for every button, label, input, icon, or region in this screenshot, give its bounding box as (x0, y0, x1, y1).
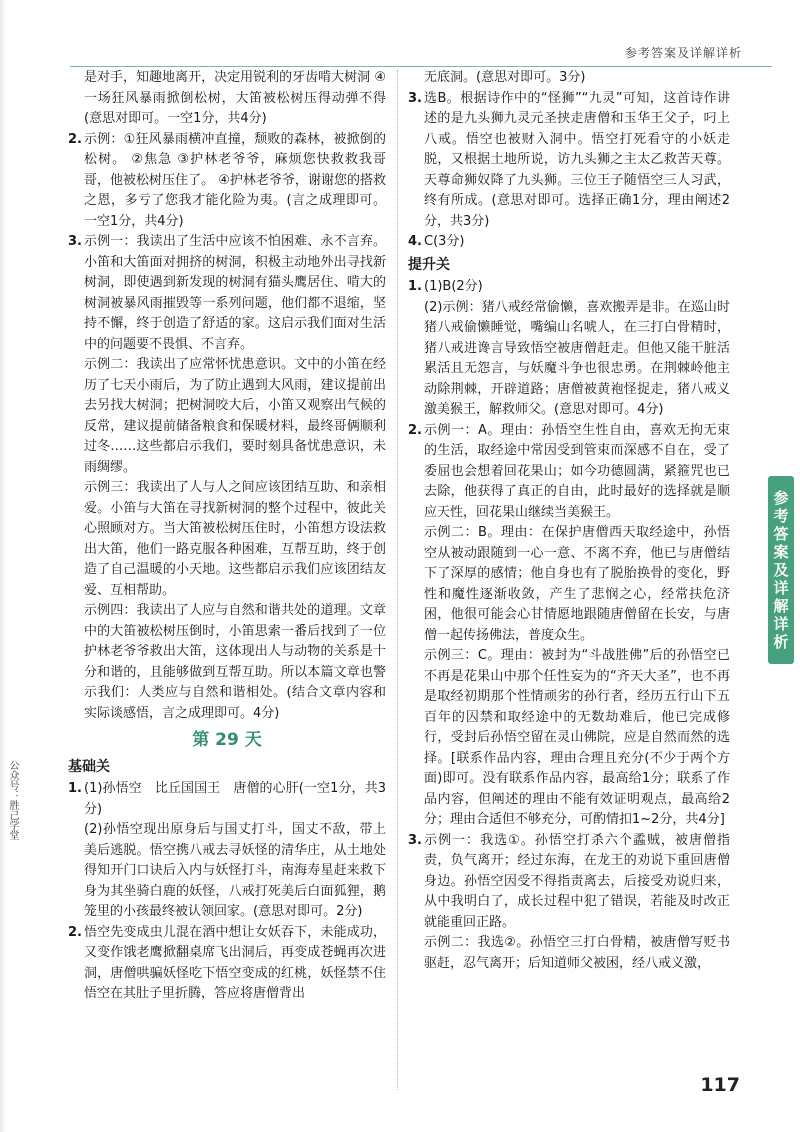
item-number: 4. (408, 234, 422, 249)
side-tab-char: 及 (773, 561, 789, 579)
right-column (408, 68, 730, 974)
answer-text: 示例：①狂风暴雨横冲直撞，颓败的森林，被掀倒的松树。 ②焦急 ③护林老爷爷，麻烦您快救救我哥哥，他被松树压住了。 ④护林老爷爷，谢谢您的搭救之恩，多亏了您我才能化险为夷。(言之成理即可。一空1分，共4分) (84, 131, 386, 229)
continued-answer: 是对手，知趣地离开，决定用锐利的牙齿啃大树洞 ④一场狂风暴雨掀倒松树，大笛被松树压得动弹不得(意思对即可。一空1分，共4分) (84, 70, 386, 126)
answer-part-2: (2)示例：猪八戒经常偷懒，喜欢搬弄是非。在巡山时猪八戒偷懒睡觉，嘴编山名唬人，在三打白骨精时，猪八戒进谗言导致悟空被唐僧赶走。但他又能干脏活累活且无怨言，与妖魔斗争也很忠勇。在荆棘岭他主动除荆棘，开辟道路；唐僧被黄袍怪捉走，猪八戒义激美猴王，解救师父。(意思对即可。4分) (424, 299, 730, 417)
advance-item-2 (408, 421, 730, 831)
item-number: 2. (68, 131, 82, 147)
side-tab-char: 详 (773, 579, 789, 597)
answer-example-1: 示例一：我选①。孙悟空打杀六个蟊贼，被唐僧指责，负气离开；经过东海，在龙王的劝说下重回唐僧身边。孙悟空因受不得指责离去，后接受劝说归来，从中我明白了，成长过程中犯了错误，若能及时改正就能重回正路。 (424, 832, 730, 930)
page-number: 117 (700, 1074, 740, 1096)
item-number: 2. (68, 924, 82, 940)
answer-example-3: 示例三：我读出了人与人之间应该团结互助、和亲相爱。小笛与大笛在寻找新树洞的整个过程中，彼此关心照顾对方。当大笛被松树压住时，小笛想方设法救出大笛，他们一路克服各种困难，互帮互助，终于创造了自己温暖的小天地。这些都启示我们应该团结友爱、互相帮助。 (84, 480, 386, 598)
answer-part-1: (1)B(2分) (424, 279, 483, 294)
answer-example-3: 示例三：C。理由：被封为“斗战胜佛”后的孙悟空已不再是花果山中那个任性妄为的“齐天大圣”，也不再是取经初期那个性情顽劣的孙行者，经历五行山下五百年的囚禁和取经途中的无数劫难后，他已完成修行，受封后孙悟空留在灵山佛院，应是自然而然的选择。[联系作品内容，理由合理且充分(不少于两个方面)即可。没有联系作品内容，最高给1分；联系了作品内容，但阐述的理由不能有效证明观点，最高给2分；理由合适但不够充分，可酌情扣1~2分，共4分] (424, 648, 730, 827)
side-tab-char: 解 (773, 597, 789, 615)
advance-item-1 (408, 277, 730, 421)
header-rule (70, 66, 772, 67)
side-tab-char: 析 (773, 633, 789, 651)
answer-text: 悟空先变成虫儿混在酒中想让女妖吞下，未能成功，又变作饿老鹰掀翻桌席飞出洞后，再变成苍蝇再次进洞，唐僧哄骗妖怪吃下悟空变成的红桃，妖怪禁不住悟空在其肚子里折腾，答应将唐僧背出 (84, 924, 386, 1001)
answer-text: 选B。根据诗作中的“怪狮”“九灵”可知，这首诗作讲述的是九头狮九灵元圣挟走唐僧和玉华王父子，叼上八戒。悟空也被财入洞中。悟空打死看守的小妖走脱，又根据土地所说，访九头狮之主太乙救苦天尊。天尊命狮奴降了九头狮。三位王子随悟空三人习武，终有所成。(意思对即可。选择正确1分，理由阐述2分，共3分) (424, 90, 730, 229)
item-number: 3. (408, 832, 422, 848)
answer-item-3 (68, 232, 386, 724)
advance-item-3 (408, 831, 730, 975)
side-tab-char: 答 (773, 525, 789, 543)
answer-example-1: 示例一：A。理由：孙悟空生性自由，喜欢无拘无束的生活，取经途中常因受到管束而深感不自在，受了委屈也会想着回花果山；如今功德圆满，紧箍咒也已去除，他获得了真正的自由，此时最好的选择就是顺应天性，回花果山继续当美猴王。 (424, 422, 730, 520)
side-tab-char: 考 (773, 507, 789, 525)
basic-item-4 (408, 232, 730, 253)
item-number: 3. (408, 90, 422, 106)
item-number: 1. (408, 279, 422, 294)
left-column (68, 68, 386, 1005)
answer-example-2: 示例二：我读出了应常怀忧患意识。文中的小笛在经历了七天小雨后，为了防止遇到大风雨，建议提前出去另找大树洞；把树洞咬大后，小笛又观察出气候的反常，建议提前储备粮食和保暖材料，最终哥俩顺利过冬……这些都启示我们，要时刻具备忧患意识，未雨绸缪。 (84, 357, 386, 475)
day-title: 第 29 天 (192, 730, 262, 750)
section-heading-advance: 提升关 (408, 256, 450, 273)
page-edge-shadow (0, 0, 6, 1132)
side-tab-char: 参 (773, 489, 789, 507)
item-number: 3. (68, 234, 82, 249)
answer-part-2: (2)孙悟空现出原身后与国丈打斗，国丈不敌，带上美后逃脱。悟空携八戒去寻妖怪的清华庄，从土地处得知开门口诀后入内与妖怪打斗，南海寿星赶来救下身为其坐骑白鹿的妖怪，八戒打死美后白面狐狸，鹅笼里的小孩最终被认领回家。(意思对即可。2分) (84, 822, 386, 919)
answer-item-2 (68, 130, 386, 233)
side-tab-char: 案 (773, 543, 789, 561)
basic-item-3 (408, 89, 730, 233)
answer-example-1: 示例一：我读出了生活中应该不怕困难、永不言弃。小笛和大笛面对拥挤的树洞，积极主动地外出寻找新树洞，即使遇到新发现的树洞有猫头鹰居住、啃大的树洞被暴风雨摧毁等一系列问题，他们都不退缩，坚持不懈，终于创造了舒适的家。这启示我们面对生活中的问题要不畏惧、不言弃。 (84, 234, 386, 352)
running-header: 参考答案及详解详析 (624, 46, 742, 60)
side-section-tab (768, 476, 794, 664)
basic-item-1 (68, 779, 386, 923)
side-tab-char: 详 (773, 615, 789, 633)
basic-item-2 (68, 923, 386, 1005)
answer-text: C(3分) (424, 234, 465, 249)
section-heading-basic: 基础关 (68, 758, 110, 775)
continued-answer: 无底洞。(意思对即可。3分) (424, 70, 586, 85)
answer-example-2: 示例二：B。理由：在保护唐僧西天取经途中，孙悟空从被动跟随到一心一意、不离不弃，他已与唐僧结下了深厚的感情；他自身也有了脱胎换骨的变化，野性和魔性逐渐收敛，产生了悲悯之心，经常扶危济困，他很可能会心甘情愿地跟随唐僧留在长安，与唐僧一起传扬佛法，普度众生。 (424, 525, 730, 643)
answer-example-2: 示例二：我选②。孙悟空三打白骨精，被唐僧写贬书驱赶，忍气离开；后知道师父被困，经八戒义激， (424, 935, 730, 971)
column-divider (397, 70, 398, 1090)
item-number: 2. (408, 422, 422, 438)
answer-example-4: 示例四：我读出了人应与自然和谐共处的道理。文章中的大笛被松树压倒时，小笛思索一番后找到了一位护林老爷爷救出大笛，这体现出人与动物的关系是十分和谐的，且能够做到互帮互助。所以本篇文章也警示我们：人类应与自然和谐相处。(结合文章内容和实际谈感悟，言之成理即可。4分) (84, 603, 386, 721)
side-watermark-text: 公众号：胜己学堂 (7, 760, 18, 840)
item-number: 1. (68, 781, 82, 796)
answer-part-1: (1)孙悟空 比丘国国王 唐僧的心肝(一空1分，共3分) (84, 781, 386, 817)
